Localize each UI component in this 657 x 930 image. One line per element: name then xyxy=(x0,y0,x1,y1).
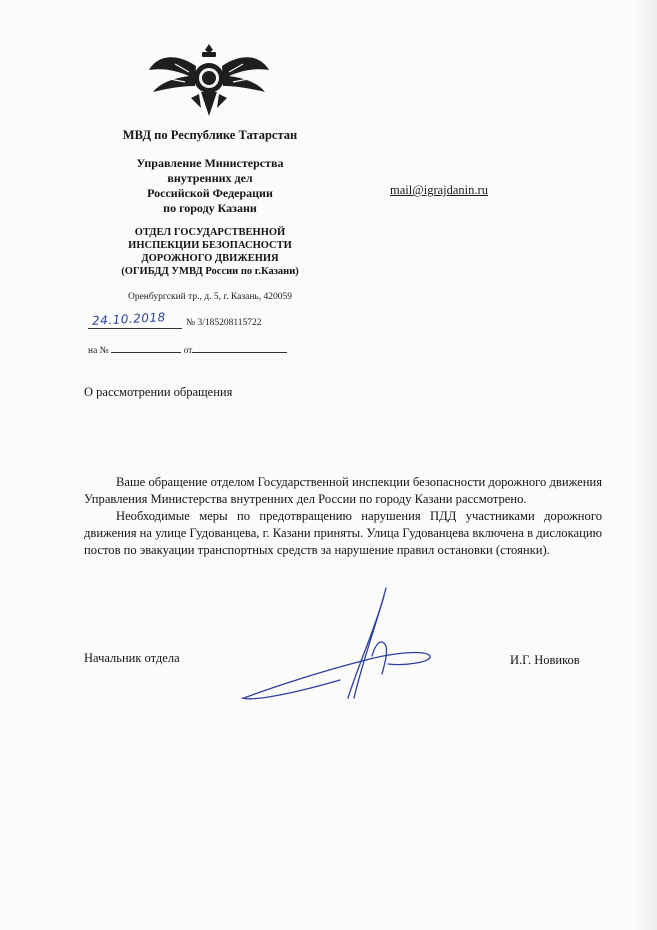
letter-subject: О рассмотрении обращения xyxy=(84,385,233,399)
outgoing-reference xyxy=(88,310,388,332)
unit-line: ИНСПЕКЦИИ БЕЗОПАСНОСТИ xyxy=(128,240,292,251)
mvd-eagle-emblem-icon xyxy=(145,42,273,118)
unit-line: (ОГИБДД УМВД России по г.Казани) xyxy=(121,266,299,277)
in-reply-date-blank xyxy=(192,343,287,353)
body-paragraph: Необходимые меры по предотвращению нарушения ПДД участниками дорожного движения на улице Гудованцева, г. Казани приняты. Улица Гудованцева включена в дислокацию постов по эвакуации транспортных средств за нарушение правил остановки (стоянки). xyxy=(84,509,602,557)
department-line: по городу Казани xyxy=(163,201,257,215)
body-paragraph: Ваше обращение отделом Государственной инспекции безопасности дорожного движения Управления Министерства внутренних дел России по городу Казани рассмотрено. xyxy=(84,475,602,506)
reference-number: № 3/185208115722 xyxy=(186,318,262,328)
in-reply-number-blank xyxy=(111,343,181,353)
unit-heading xyxy=(70,226,350,278)
handwritten-signature-icon xyxy=(236,586,436,706)
department-line: внутренних дел xyxy=(167,171,253,185)
in-reply-from-label: от xyxy=(183,346,193,356)
signatory-name: И.Г. Новиков xyxy=(510,653,580,667)
letter-body xyxy=(84,474,602,559)
department-line: Управление Министерства xyxy=(136,156,284,170)
in-reply-reference xyxy=(88,343,287,356)
department-line: Российской Федерации xyxy=(147,186,273,200)
date-underline xyxy=(88,328,182,329)
department-heading xyxy=(70,156,350,216)
unit-line: ОТДЕЛ ГОСУДАРСТВЕННОЙ xyxy=(134,227,286,238)
scan-edge-shadow xyxy=(635,0,657,930)
handwritten-date: 24.10.2018 xyxy=(91,310,167,328)
sender-address: Оренбургский тр., д. 5, г. Казань, 420059 xyxy=(127,292,293,302)
recipient-email: mail@igrajdanin.ru xyxy=(390,183,488,197)
ministry-region-heading: МВД по Республике Татарстан xyxy=(122,128,298,142)
unit-line: ДОРОЖНОГО ДВИЖЕНИЯ xyxy=(141,253,279,264)
signatory-title: Начальник отдела xyxy=(84,651,180,665)
in-reply-number-label: на № xyxy=(88,346,109,356)
